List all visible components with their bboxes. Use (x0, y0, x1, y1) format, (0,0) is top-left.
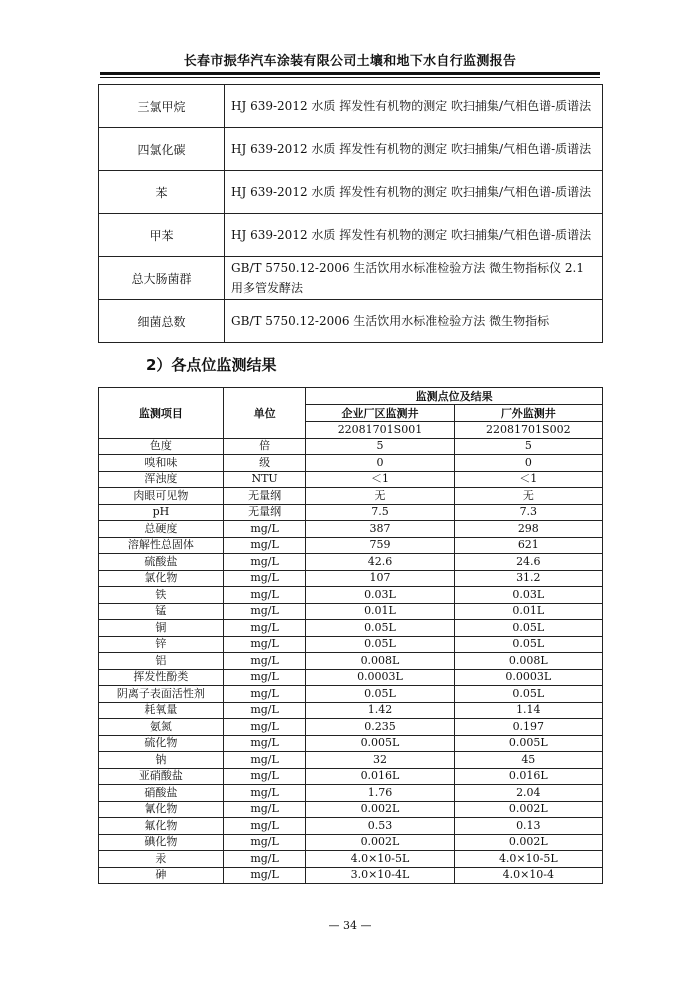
result-item: 氨氮 (99, 719, 224, 736)
result-site1-value: 5 (306, 438, 454, 455)
result-site2-value: 0.03L (454, 587, 602, 604)
result-item: 嗅和味 (99, 455, 224, 472)
result-item: 亚硝酸盐 (99, 768, 224, 785)
method-analyte: 苯 (99, 171, 225, 214)
result-site2-value: 45 (454, 752, 602, 769)
result-row (99, 735, 603, 752)
result-site2-value: 1.14 (454, 702, 602, 719)
result-row (99, 867, 603, 884)
method-row (99, 85, 603, 128)
result-item: 铝 (99, 653, 224, 670)
result-site1-value: 42.6 (306, 554, 454, 571)
result-row (99, 851, 603, 868)
method-row (99, 171, 603, 214)
result-row (99, 471, 603, 488)
result-site1-value: 0.05L (306, 686, 454, 703)
result-item: 浑浊度 (99, 471, 224, 488)
result-unit: mg/L (223, 719, 305, 736)
result-site2-value: 0.005L (454, 735, 602, 752)
col-header-unit: 单位 (223, 388, 305, 439)
method-standard: HJ 639-2012 水质 挥发性有机物的测定 吹扫捕集/气相色谱-质谱法 (225, 85, 603, 128)
result-site2-value: 31.2 (454, 570, 602, 587)
result-site1-value: 0.05L (306, 620, 454, 637)
result-row (99, 537, 603, 554)
result-site1-value: 0.016L (306, 768, 454, 785)
method-analyte: 甲苯 (99, 214, 225, 257)
result-unit: 倍 (223, 438, 305, 455)
result-row (99, 719, 603, 736)
result-item: 氰化物 (99, 801, 224, 818)
result-site1-value: 0.03L (306, 587, 454, 604)
method-row (99, 128, 603, 171)
result-unit: mg/L (223, 587, 305, 604)
result-unit: mg/L (223, 867, 305, 884)
result-row (99, 603, 603, 620)
result-site2-value: 0.13 (454, 818, 602, 835)
result-unit: mg/L (223, 620, 305, 637)
result-site2-value: 7.3 (454, 504, 602, 521)
result-unit: mg/L (223, 554, 305, 571)
result-item: 氯化物 (99, 570, 224, 587)
result-row (99, 570, 603, 587)
result-site2-value: 621 (454, 537, 602, 554)
result-row (99, 801, 603, 818)
result-site1-value: 4.0×10-5L (306, 851, 454, 868)
result-site2-value: 0.05L (454, 636, 602, 653)
method-analyte: 四氯化碳 (99, 128, 225, 171)
result-unit: mg/L (223, 818, 305, 835)
result-site2-value: 0.197 (454, 719, 602, 736)
result-site1-value: 7.5 (306, 504, 454, 521)
result-item: 铜 (99, 620, 224, 637)
result-unit: mg/L (223, 801, 305, 818)
result-item: 挥发性酚类 (99, 669, 224, 686)
col-header-site1-name: 企业厂区监测井 (306, 405, 454, 422)
result-row (99, 834, 603, 851)
result-site2-value: 4.0×10-5L (454, 851, 602, 868)
result-site1-value: 0.005L (306, 735, 454, 752)
result-unit: mg/L (223, 834, 305, 851)
result-row (99, 455, 603, 472)
method-standard: HJ 639-2012 水质 挥发性有机物的测定 吹扫捕集/气相色谱-质谱法 (225, 171, 603, 214)
col-header-group: 监测点位及结果 (306, 388, 603, 405)
result-unit: mg/L (223, 636, 305, 653)
header-rule-thin (100, 77, 600, 78)
result-row (99, 620, 603, 637)
result-row (99, 752, 603, 769)
result-item: 硝酸盐 (99, 785, 224, 802)
result-site1-value: 0.0003L (306, 669, 454, 686)
result-item: 肉眼可见物 (99, 488, 224, 505)
result-item: 总硬度 (99, 521, 224, 538)
result-row (99, 488, 603, 505)
method-standard: HJ 639-2012 水质 挥发性有机物的测定 吹扫捕集/气相色谱-质谱法 (225, 128, 603, 171)
result-item: 砷 (99, 867, 224, 884)
result-item: 阴离子表面活性剂 (99, 686, 224, 703)
result-site2-value: ＜1 (454, 471, 602, 488)
result-unit: NTU (223, 471, 305, 488)
result-site1-value: 3.0×10-4L (306, 867, 454, 884)
result-item: 氟化物 (99, 818, 224, 835)
result-site1-value: ＜1 (306, 471, 454, 488)
result-unit: 无量纲 (223, 504, 305, 521)
result-site1-value: 0.53 (306, 818, 454, 835)
method-standard: HJ 639-2012 水质 挥发性有机物的测定 吹扫捕集/气相色谱-质谱法 (225, 214, 603, 257)
result-site1-value: 1.42 (306, 702, 454, 719)
report-header-title: 长春市振华汽车涂装有限公司土壤和地下水自行监测报告 (183, 54, 517, 69)
result-unit: mg/L (223, 702, 305, 719)
method-analyte: 三氯甲烷 (99, 85, 225, 128)
result-item: 溶解性总固体 (99, 537, 224, 554)
result-item: 耗氧量 (99, 702, 224, 719)
method-standard: GB/T 5750.12-2006 生活饮用水标准检验方法 微生物指标 (225, 300, 603, 343)
result-site2-value: 298 (454, 521, 602, 538)
result-site2-value: 0.0003L (454, 669, 602, 686)
result-unit: mg/L (223, 669, 305, 686)
result-row (99, 768, 603, 785)
result-unit: mg/L (223, 521, 305, 538)
result-item: 硫化物 (99, 735, 224, 752)
result-site1-value: 0.05L (306, 636, 454, 653)
result-row (99, 636, 603, 653)
results-header-row-1 (99, 388, 603, 405)
result-site1-value: 0 (306, 455, 454, 472)
result-site2-value: 2.04 (454, 785, 602, 802)
result-item: 锌 (99, 636, 224, 653)
result-site2-value: 5 (454, 438, 602, 455)
result-unit: mg/L (223, 537, 305, 554)
result-site2-value: 0.05L (454, 620, 602, 637)
result-site1-value: 0.235 (306, 719, 454, 736)
results-table (98, 387, 603, 884)
result-site2-value: 0.05L (454, 686, 602, 703)
result-item: 铁 (99, 587, 224, 604)
method-analyte: 总大肠菌群 (99, 257, 225, 300)
result-unit: mg/L (223, 653, 305, 670)
result-row (99, 653, 603, 670)
result-row (99, 438, 603, 455)
result-unit: mg/L (223, 735, 305, 752)
result-unit: 无量纲 (223, 488, 305, 505)
page-number: — 34 — (328, 919, 372, 932)
result-unit: mg/L (223, 752, 305, 769)
result-item: 汞 (99, 851, 224, 868)
result-item: 碘化物 (99, 834, 224, 851)
result-site1-value: 759 (306, 537, 454, 554)
result-site1-value: 0.008L (306, 653, 454, 670)
col-header-site2-code: 22081701S002 (454, 422, 602, 439)
result-site2-value: 4.0×10-4 (454, 867, 602, 884)
result-site1-value: 107 (306, 570, 454, 587)
result-row (99, 587, 603, 604)
result-site1-value: 0.002L (306, 834, 454, 851)
result-site2-value: 24.6 (454, 554, 602, 571)
result-item: 钠 (99, 752, 224, 769)
result-site2-value: 无 (454, 488, 602, 505)
result-site2-value: 0.016L (454, 768, 602, 785)
result-site1-value: 1.76 (306, 785, 454, 802)
result-unit: mg/L (223, 768, 305, 785)
methods-table (98, 84, 603, 343)
header-rule-thick (100, 72, 600, 75)
result-item: 硫酸盐 (99, 554, 224, 571)
result-site1-value: 387 (306, 521, 454, 538)
result-site2-value: 0 (454, 455, 602, 472)
result-site2-value: 0.002L (454, 801, 602, 818)
result-row (99, 504, 603, 521)
result-site1-value: 无 (306, 488, 454, 505)
result-row (99, 669, 603, 686)
result-site2-value: 0.008L (454, 653, 602, 670)
result-unit: mg/L (223, 851, 305, 868)
result-unit: 级 (223, 455, 305, 472)
col-header-item: 监测项目 (99, 388, 224, 439)
result-unit: mg/L (223, 785, 305, 802)
method-row (99, 257, 603, 300)
result-row (99, 521, 603, 538)
result-site2-value: 0.01L (454, 603, 602, 620)
method-standard: GB/T 5750.12-2006 生活饮用水标准检验方法 微生物指标仪 2.1 用多管发酵法 (225, 257, 603, 300)
result-row (99, 554, 603, 571)
result-row (99, 818, 603, 835)
result-item: 色度 (99, 438, 224, 455)
method-row (99, 214, 603, 257)
result-unit: mg/L (223, 603, 305, 620)
result-site1-value: 32 (306, 752, 454, 769)
result-row (99, 785, 603, 802)
result-unit: mg/L (223, 686, 305, 703)
result-site1-value: 0.01L (306, 603, 454, 620)
result-item: 锰 (99, 603, 224, 620)
method-row (99, 300, 603, 343)
result-site1-value: 0.002L (306, 801, 454, 818)
method-analyte: 细菌总数 (99, 300, 225, 343)
result-row (99, 702, 603, 719)
result-row (99, 686, 603, 703)
col-header-site1-code: 22081701S001 (306, 422, 454, 439)
result-item: pH (99, 504, 224, 521)
section-heading: 2）各点位监测结果 (146, 356, 277, 374)
result-site2-value: 0.002L (454, 834, 602, 851)
col-header-site2-name: 厂外监测井 (454, 405, 602, 422)
result-unit: mg/L (223, 570, 305, 587)
